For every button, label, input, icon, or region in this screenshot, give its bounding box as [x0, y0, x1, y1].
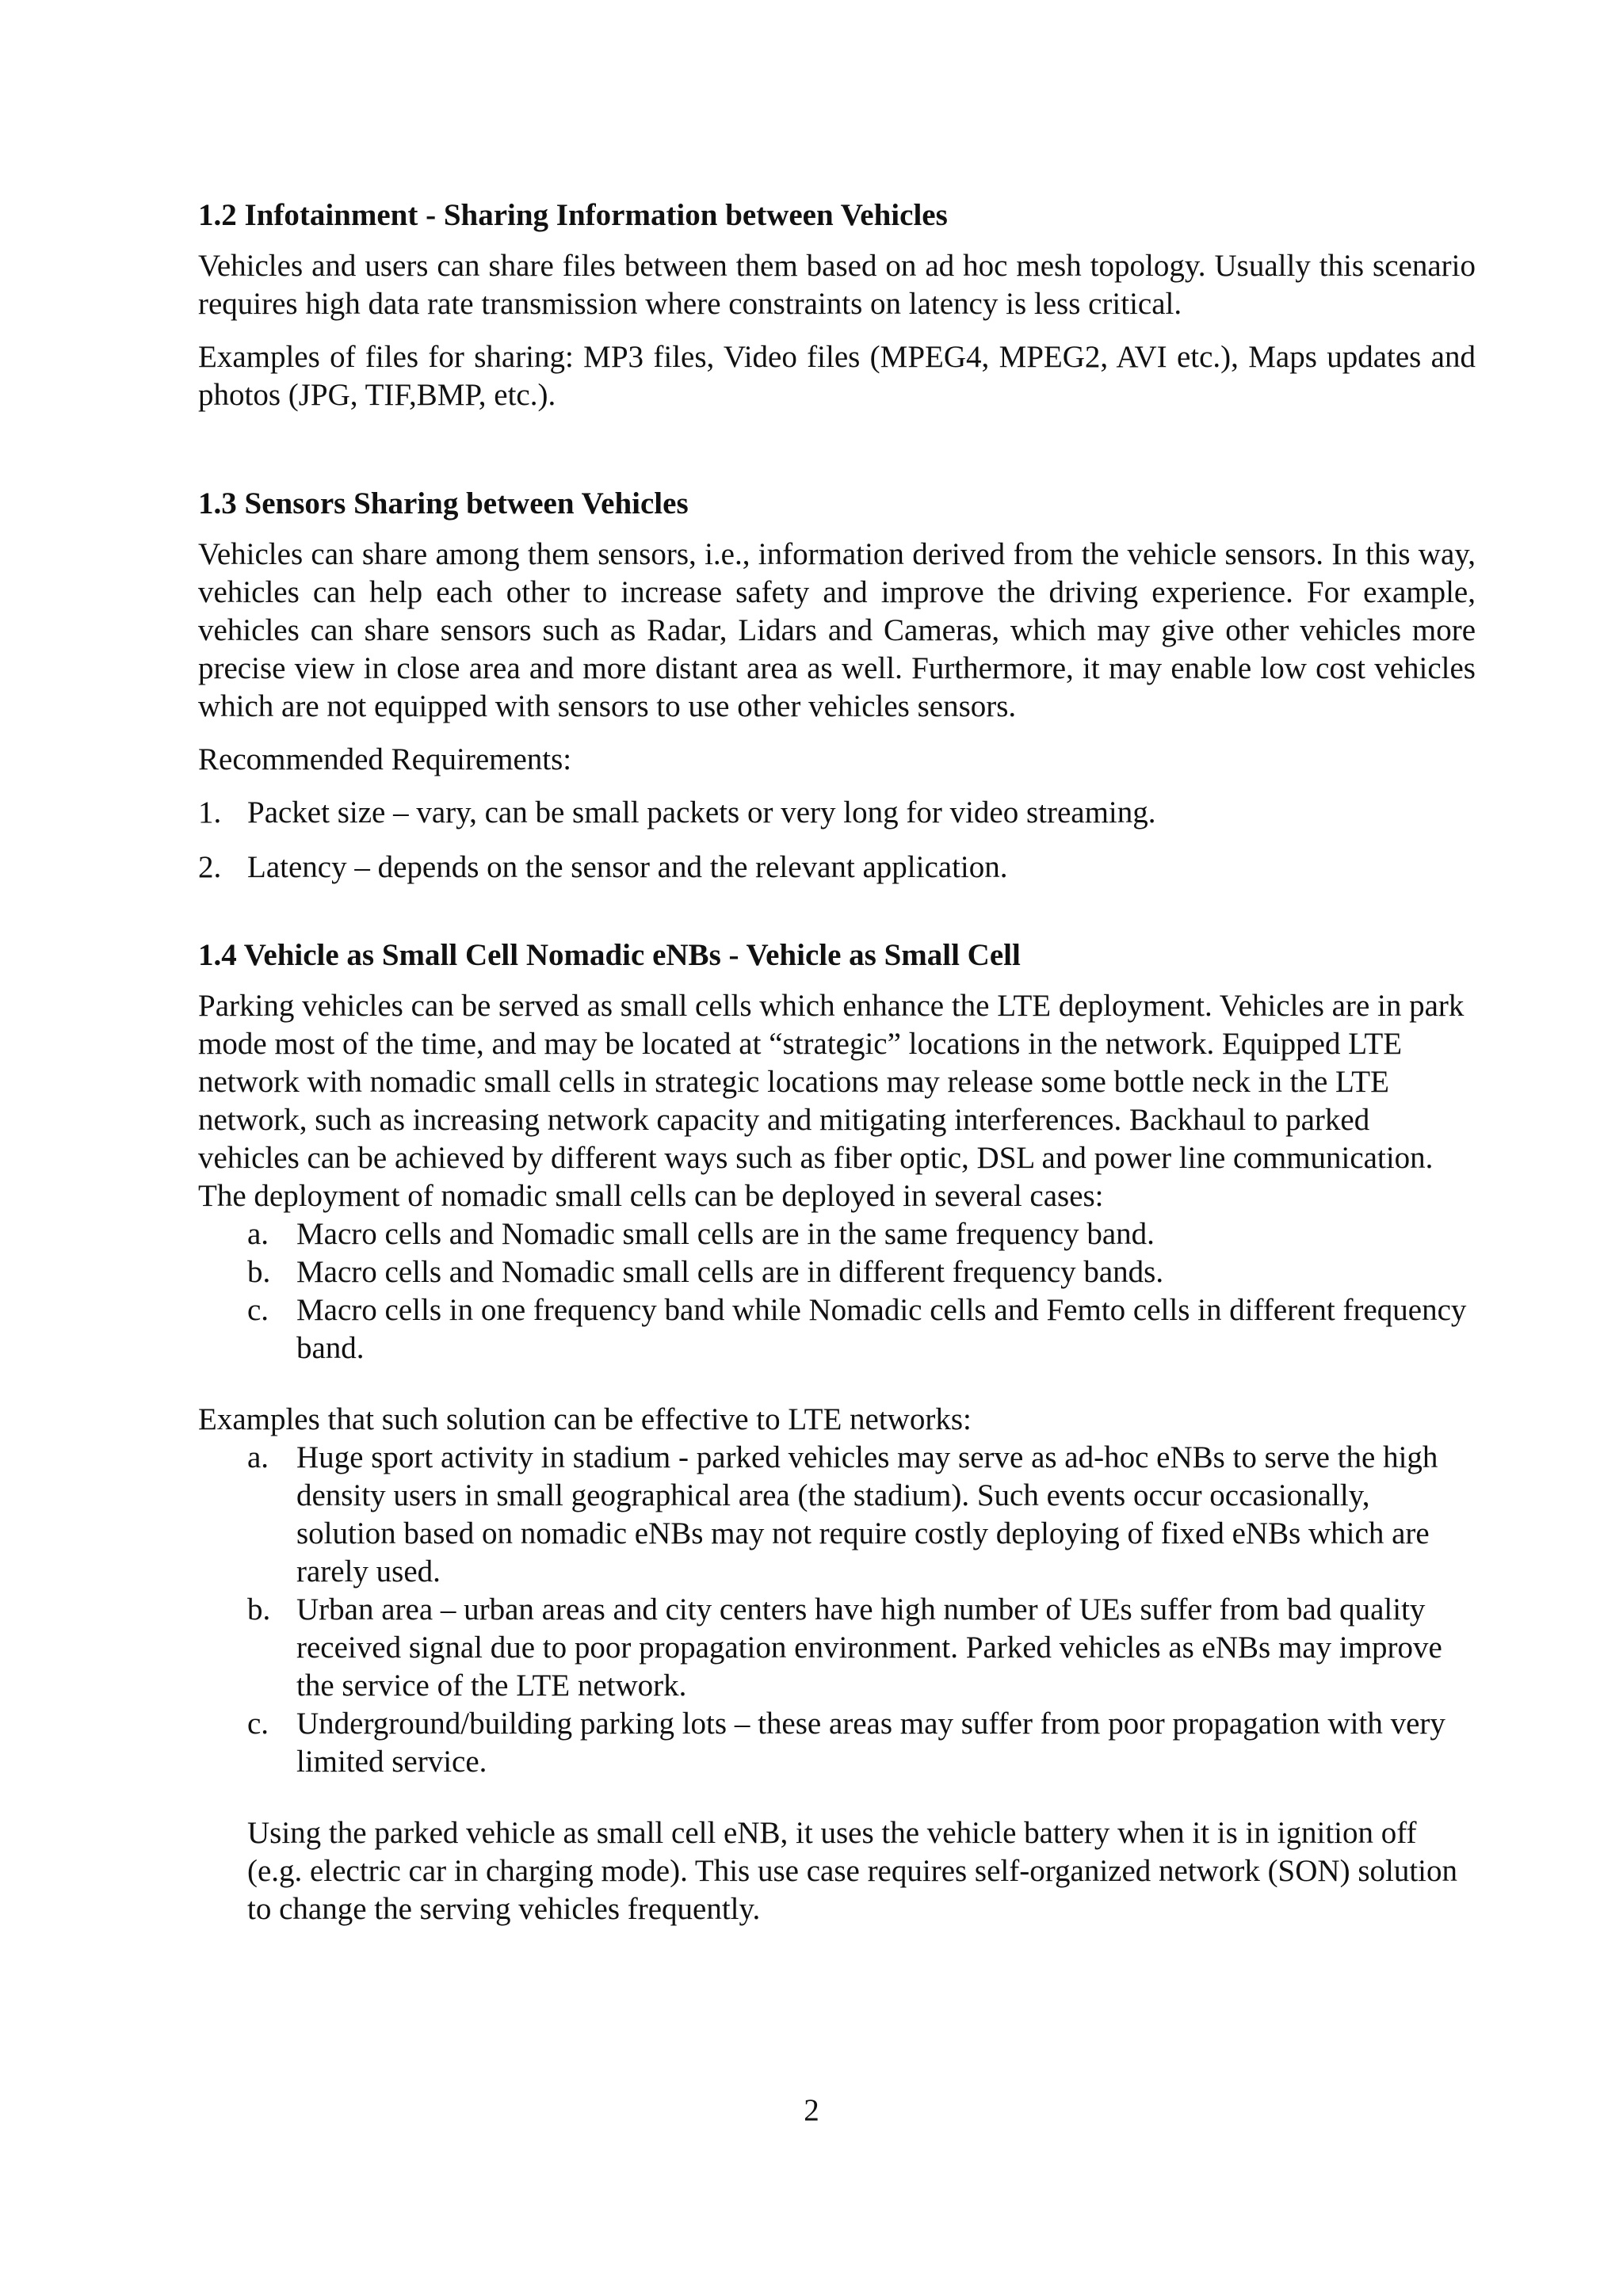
requirements-list: [198, 794, 1476, 887]
section-spacer: [198, 903, 1476, 936]
list-item: [198, 1253, 1476, 1291]
list-item: [198, 794, 1476, 832]
list-item: [198, 1291, 1476, 1367]
list-item: [198, 849, 1476, 887]
list-item: [198, 1705, 1476, 1781]
list-marker: b.: [247, 1592, 271, 1627]
page-number: 2: [804, 2093, 819, 2127]
list-item-text: Packet size – vary, can be small packets or very long for video streaming.: [247, 795, 1156, 830]
list-marker: c.: [247, 1293, 269, 1327]
section-1-2-heading: 1.2 Infotainment - Sharing Information between Vehicles: [198, 198, 948, 232]
examples-label: Examples that such solution can be effective to LTE networks:: [198, 1402, 972, 1436]
list-item: [198, 1215, 1476, 1253]
list-item-text: Macro cells and Nomadic small cells are in the same frequency band.: [296, 1217, 1155, 1251]
list-item-text: Underground/building parking lots – these areas may suffer from poor propagation with very limited service.: [296, 1707, 1445, 1779]
list-marker: c.: [247, 1707, 269, 1741]
section-1-3-paragraph-1: Vehicles can share among them sensors, i.e., information derived from the vehicle sensors. In this way, vehicles can help each other to increase safety and improve the driving experience. For example, vehicles can share sensors such as Radar, Lidars and Cameras, which may give other vehicles more precise view in close area and more distant area as well. Furthermore, it may enable low cost vehicles which are not equipped with sensors to use other vehicles sensors.: [198, 537, 1476, 723]
list-marker: a.: [247, 1440, 269, 1474]
section-1-4-paragraph-1: Parking vehicles can be served as small cells which enhance the LTE deployment. Vehicles are in park mode most of the time, and may be located at “strategic” locations in the network. Equipped LTE network with nomadic small cells in strategic locations may release some bottle neck in the LTE network, such as increasing network capacity and mitigating interferences. Backhaul to parked vehicles can be achieved by different ways such as fiber optic, DSL and power line communication. The deployment of nomadic small cells can be deployed in several cases:: [198, 989, 1465, 1213]
paragraph-spacer: [198, 1367, 1476, 1401]
list-item: [198, 1439, 1476, 1591]
section-1-4-heading: 1.4 Vehicle as Small Cell Nomadic eNBs - Vehicle as Small Cell: [198, 938, 1021, 972]
list-marker: a.: [247, 1217, 269, 1251]
section-1-2-paragraph-1: Vehicles and users can share files between them based on ad hoc mesh topology. Usually this scenario requires high data rate transmission where constraints on latency is less critical.: [198, 249, 1476, 321]
section-1-2-paragraph-2: Examples of files for sharing: MP3 files, Video files (MPEG4, MPEG2, AVI etc.), Maps updates and photos (JPG, TIF,BMP, etc.).: [198, 340, 1476, 412]
examples-list: [198, 1439, 1476, 1781]
deployment-cases-list: [198, 1215, 1476, 1367]
list-marker: 1.: [198, 795, 222, 830]
list-item-text: Latency – depends on the sensor and the relevant application.: [247, 850, 1008, 884]
list-item-text: Macro cells and Nomadic small cells are in different frequency bands.: [296, 1255, 1164, 1289]
list-marker: b.: [247, 1255, 271, 1289]
list-item-text: Urban area – urban areas and city centers have high number of UEs suffer from bad quality received signal due to poor propagation environment. Parked vehicles as eNBs may improve the service of the LTE network.: [296, 1592, 1442, 1703]
list-item-text: Macro cells in one frequency band while Nomadic cells and Femto cells in different frequency band.: [296, 1293, 1467, 1365]
closing-paragraph: Using the parked vehicle as small cell eNB, it uses the vehicle battery when it is in ignition off (e.g. electric car in charging mode). This use case requires self-organized network (SON) solution to change the serving vehicles frequently.: [247, 1816, 1457, 1926]
list-item-text: Huge sport activity in stadium - parked vehicles may serve as ad-hoc eNBs to serve the high density users in small geographical area (the stadium). Such events occur occasionally, solution based on nomadic eNBs may not require costly deploying of fixed eNBs which are rarely used.: [296, 1440, 1438, 1589]
paragraph-spacer: [198, 1781, 1476, 1814]
list-marker: 2.: [198, 850, 222, 884]
list-item: [198, 1591, 1476, 1705]
section-1-3-heading: 1.3 Sensors Sharing between Vehicles: [198, 486, 689, 521]
section-spacer: [198, 429, 1476, 485]
requirements-label: Recommended Requirements:: [198, 742, 572, 776]
document-page: [198, 196, 1476, 1928]
